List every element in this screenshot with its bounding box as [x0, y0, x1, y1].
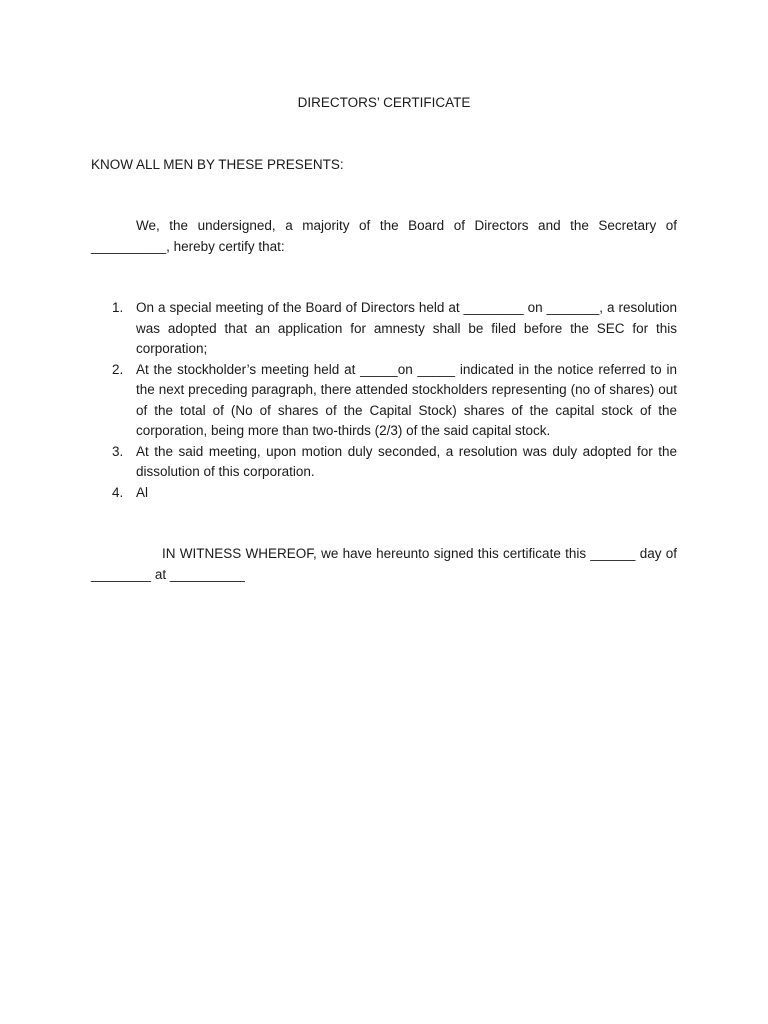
intro-paragraph: We, the undersigned, a majority of the Board of Directors and the Secretary of __________, hereby certify that: — [91, 218, 677, 254]
list-item-text: At the said meeting, upon motion duly seconded, a resolution was duly adopted for the dissolution of this corporation. — [136, 443, 677, 479]
salutation: KNOW ALL MEN BY THESE PRESENTS: — [91, 157, 344, 172]
witness-clause: IN WITNESS WHEREOF, we have hereunto signed this certificate this ______ day of ________ at __________ — [91, 546, 677, 582]
list-item — [91, 298, 677, 360]
list-item-number: 2. — [112, 361, 124, 377]
list-item-number: 3. — [112, 443, 124, 459]
list-item — [91, 360, 677, 442]
document-title: DIRECTORS’ CERTIFICATE — [297, 95, 471, 110]
list-item-number: 4. — [112, 484, 124, 500]
list-item — [91, 442, 677, 483]
list-item-number: 1. — [112, 300, 124, 315]
list-item-text: Al — [136, 484, 149, 500]
list-item-text: On a special meeting of the Board of Directors held at ________ on _______, a resolution was adopted that an application for amnesty shall be filed before the SEC for this corporation; — [136, 300, 677, 356]
certification-list — [91, 298, 677, 503]
list-item-text: At the stockholder’s meeting held at _____on _____ indicated in the notice referred to in the next preceding paragraph, there attended stockholders representing (no of shares) out of the total of (No of shares of the Capital Stock) shares of the capital stock of the corporation, being more than two-thirds (2/3) of the said capital stock. — [136, 361, 677, 438]
list-item — [91, 483, 677, 504]
